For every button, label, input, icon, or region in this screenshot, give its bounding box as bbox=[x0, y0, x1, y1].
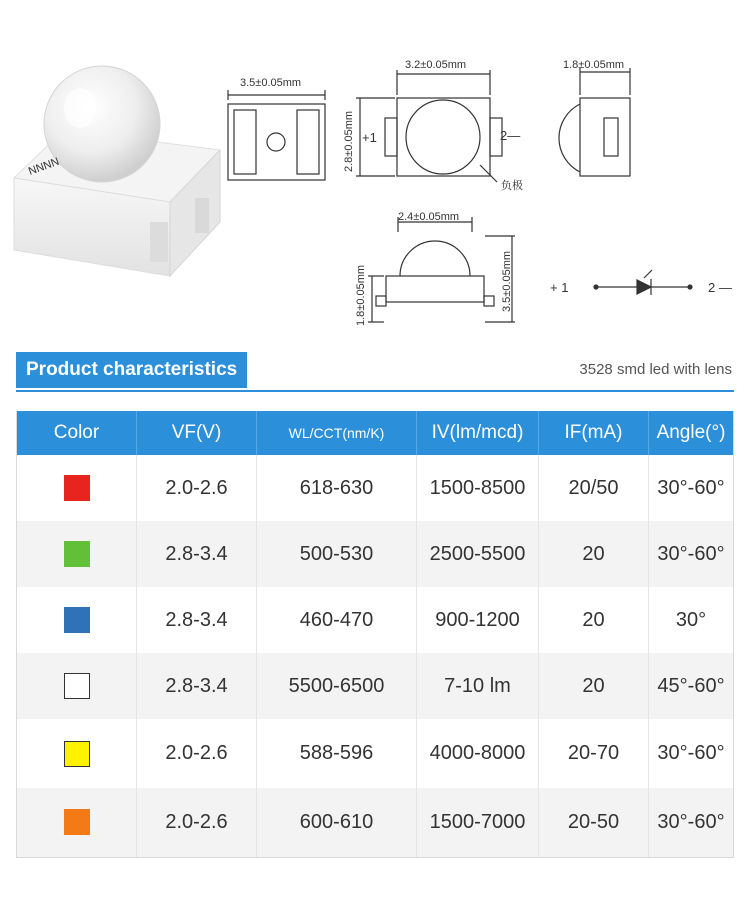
color-swatch bbox=[64, 541, 90, 567]
if-cell: 20 bbox=[539, 521, 649, 587]
color-cell bbox=[17, 653, 137, 719]
schematic-minus-label: 2 — bbox=[708, 280, 732, 295]
led-photo bbox=[14, 66, 220, 276]
dim-width-top: 3.2±0.05mm bbox=[405, 59, 467, 71]
vf-cell: 2.0-2.6 bbox=[137, 719, 257, 788]
if-cell: 20 bbox=[539, 653, 649, 719]
iv-cell: 2500-5500 bbox=[417, 521, 539, 587]
if-cell: 20 bbox=[539, 587, 649, 653]
color-swatch bbox=[64, 673, 90, 699]
technical-drawing bbox=[0, 0, 750, 350]
top-view bbox=[356, 70, 502, 182]
color-cell bbox=[17, 521, 137, 587]
if-cell: 20-50 bbox=[539, 788, 649, 857]
wl-cell: 500-530 bbox=[257, 521, 417, 587]
iv-cell: 1500-7000 bbox=[417, 788, 539, 857]
header-angle: Angle(°) bbox=[649, 411, 734, 455]
cathode-mark: 负极 bbox=[501, 180, 523, 192]
product-drawings bbox=[0, 0, 750, 350]
color-swatch bbox=[64, 475, 90, 501]
iv-cell: 4000-8000 bbox=[417, 719, 539, 788]
section-subtitle: 3528 smd led with lens bbox=[579, 361, 732, 378]
color-cell bbox=[17, 788, 137, 857]
iv-cell: 1500-8500 bbox=[417, 455, 539, 521]
angle-cell: 30° bbox=[675, 608, 707, 631]
header-iv: IV(lm/mcd) bbox=[417, 411, 539, 455]
iv-cell: 900-1200 bbox=[417, 587, 539, 653]
spec-table bbox=[16, 411, 734, 858]
table-row bbox=[17, 653, 734, 719]
if-cell: 20/50 bbox=[539, 455, 649, 521]
header-if: IF(mA) bbox=[539, 411, 649, 455]
side-view bbox=[559, 68, 630, 176]
vf-cell: 2.0-2.6 bbox=[137, 788, 257, 857]
if-cell: 20-70 bbox=[539, 719, 649, 788]
color-cell bbox=[17, 719, 137, 788]
angle-cell: 30°-60° bbox=[657, 476, 725, 499]
dim-lens-width: 2.4±0.05mm bbox=[398, 211, 460, 223]
vf-cell: 2.8-3.4 bbox=[137, 653, 257, 719]
wl-cell: 5500-6500 bbox=[257, 653, 417, 719]
wl-cell: 618-630 bbox=[257, 455, 417, 521]
dim-side-depth: 1.8±0.05mm bbox=[563, 59, 625, 71]
svg-text:NNNN: NNNN bbox=[26, 155, 61, 178]
angle-cell: 30°-60° bbox=[657, 742, 725, 764]
schematic-plus-label: + 1 bbox=[550, 280, 569, 295]
vf-cell: 2.8-3.4 bbox=[137, 587, 257, 653]
bottom-view bbox=[228, 90, 325, 180]
table-header-row bbox=[17, 411, 734, 455]
section-title: Product characteristics bbox=[16, 352, 247, 388]
vf-cell: 2.0-2.6 bbox=[137, 455, 257, 521]
vf-cell: 2.8-3.4 bbox=[137, 521, 257, 587]
wl-cell: 600-610 bbox=[257, 788, 417, 857]
table-row bbox=[17, 788, 734, 857]
dim-height-top: 2.8±0.05mm bbox=[343, 110, 355, 172]
angle-cell: 30°-60° bbox=[649, 521, 734, 587]
angle-cell: 45°-60° bbox=[649, 653, 734, 719]
color-cell bbox=[17, 587, 137, 653]
section-header bbox=[16, 352, 734, 392]
table-row bbox=[17, 455, 734, 521]
header-vf: VF(V) bbox=[137, 411, 257, 455]
diode-schematic bbox=[594, 270, 692, 295]
wl-cell: 588-596 bbox=[257, 719, 417, 788]
header-color: Color bbox=[17, 411, 137, 455]
dim-front-total: 3.5±0.05mm bbox=[501, 250, 513, 312]
dim-front-height: 1.8±0.05mm bbox=[355, 264, 367, 326]
pin-plus-label: +1 bbox=[362, 130, 377, 145]
wl-cell: 460-470 bbox=[257, 587, 417, 653]
dim-width-pad: 3.5±0.05mm bbox=[240, 77, 302, 89]
angle-cell: 30°-60° bbox=[649, 788, 734, 857]
table-row bbox=[17, 587, 734, 653]
color-cell bbox=[17, 455, 137, 521]
pin-minus-label: 2— bbox=[500, 128, 521, 143]
header-wl: WL/CCT(nm/K) bbox=[257, 411, 417, 455]
iv-cell: 7-10 lm bbox=[417, 653, 539, 719]
color-swatch bbox=[64, 809, 90, 835]
table-row bbox=[17, 719, 734, 788]
color-swatch bbox=[64, 741, 90, 767]
color-swatch bbox=[64, 607, 90, 633]
front-view bbox=[368, 217, 515, 322]
table-row bbox=[17, 521, 734, 587]
